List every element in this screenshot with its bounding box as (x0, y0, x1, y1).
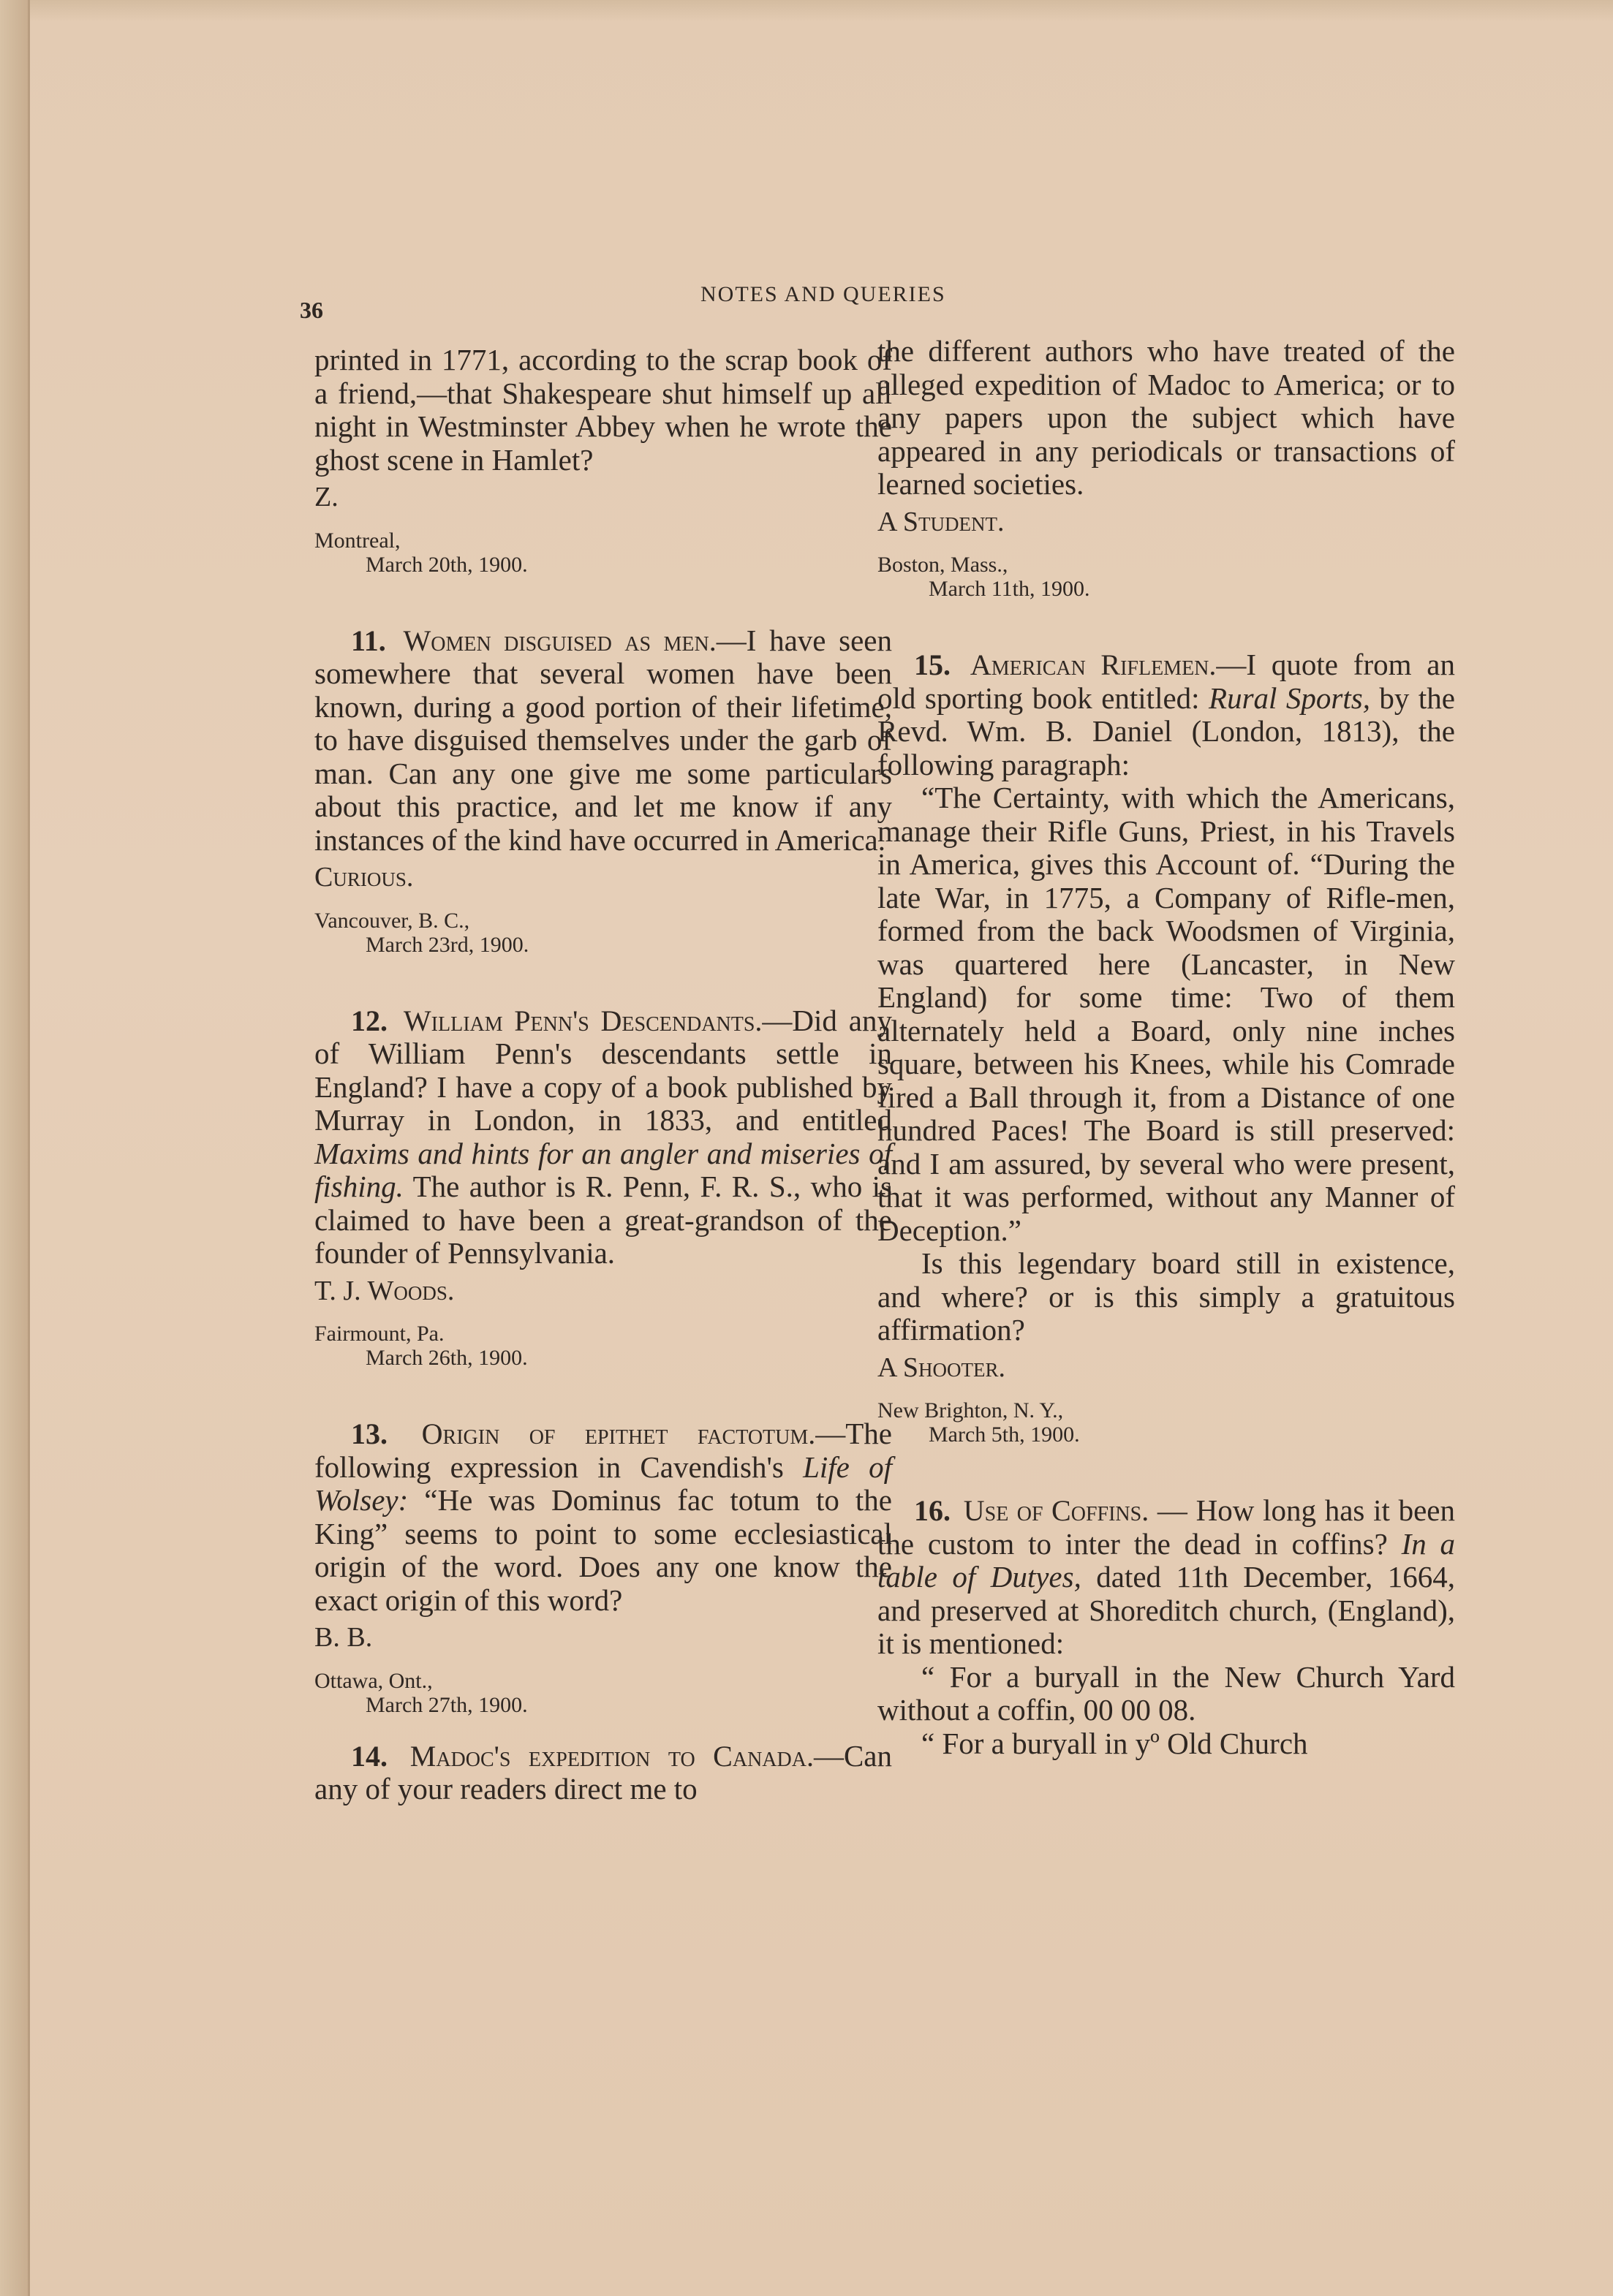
query-text: —Can any of your readers direct me to (314, 1738, 892, 1806)
query-15 (877, 648, 1455, 781)
query-text: — How long has it been the custom to inter the dead in coffins? (877, 1493, 1455, 1561)
date: March 11th, 1900. (929, 577, 1090, 601)
query-text: —I have seen somewhere that several women have been known, during a good portion of their lifetime, to have disguised themselves under the garb of man. Can any one give me some particulars about this practice, and let me know if any instances of the kind have occurred in America. (314, 623, 892, 857)
query-title: William Penn's Descendants. (403, 1004, 763, 1037)
query-number: 13. (351, 1417, 388, 1450)
book-binding-edge (0, 0, 28, 2296)
query-11 (314, 624, 892, 857)
continuation-text: printed in 1771, according to the scrap book of a friend,—that Shakespeare shut himself up all night in Westminster Abbey when he wrote the ghost scene in Hamlet? (314, 343, 892, 477)
right-column (877, 335, 1455, 1760)
query-text: —Did any of William Penn's descendants settle in England? I have a copy of a book published by Murray in London, in 1833, and entitled (314, 1003, 893, 1137)
running-head (300, 276, 1455, 323)
date: March 26th, 1900. (366, 1346, 528, 1370)
page-edge-line (28, 0, 30, 2296)
duty-line: “ For a buryall in the New Church Yard without a coffin, 00 00 08. (877, 1659, 1455, 1727)
place: Fairmount, Pa. (314, 1322, 445, 1346)
query-text: —The following expression in Cavendish's (314, 1417, 893, 1484)
followup-question: Is this legendary board still in existence, and where? or is this simply a gratuitous affirmation? (877, 1246, 1455, 1346)
query-13 (314, 1417, 892, 1617)
signature: T. J. Woods. (314, 1275, 455, 1306)
duty-line: “ For a buryall in yº Old Church (921, 1726, 1308, 1760)
query-number: 15. (914, 648, 951, 681)
query-number: 16. (914, 1494, 951, 1527)
signature: B. B. (314, 1622, 373, 1653)
query-title: Madoc's expedition to Canada. (409, 1739, 814, 1773)
place: Boston, Mass., (877, 553, 1008, 577)
query-title: Origin of epithet factotum. (421, 1417, 816, 1450)
query-text: by the Revd. Wm. B. Daniel (London, 1813), the following paragraph: (877, 681, 1455, 781)
page-number: 36 (300, 297, 323, 323)
signature: A Shooter. (877, 1352, 1005, 1383)
book-title: Maxims and hints for an angler and miseries of fishing. (314, 1136, 892, 1203)
query-number: 14. (351, 1739, 388, 1773)
left-column (314, 344, 892, 1806)
place: Vancouver, B. C., (314, 908, 470, 933)
signature: Curious. (314, 862, 414, 893)
date: March 5th, 1900. (929, 1422, 1080, 1447)
query-title: Women disguised as men. (403, 624, 717, 657)
signature: Z. (314, 482, 339, 512)
page-top-shadow (0, 0, 1613, 22)
signature: A Student. (877, 506, 1005, 537)
query-text: dated 11th December, 1664, and preserved at Shoreditch church, (England), it is mentioned: (877, 1560, 1455, 1660)
book-title: Rural Sports, (1209, 681, 1370, 715)
place: New Brighton, N. Y., (877, 1398, 1064, 1422)
date: March 20th, 1900. (366, 552, 528, 577)
query-text: “He was Dominus fac totum to the King” seems to point to some ecclesiastical origin of the word. Does any one know the exact origin of this word? (314, 1483, 892, 1617)
query-12 (314, 1004, 892, 1270)
query-title: Use of Coffins. (963, 1494, 1149, 1527)
book-title: Life of Wolsey: (314, 1450, 892, 1517)
journal-title: NOTES AND QUERIES (700, 282, 946, 306)
query-16 (877, 1494, 1455, 1661)
query-text: The author is R. Penn, F. R. S., who is claimed to have been a great-grandson of the founder of Pennsylvania. (314, 1170, 892, 1270)
query-title: American Riflemen. (970, 648, 1217, 681)
query-text: —I quote from an old sporting book entitled: (877, 648, 1456, 715)
date: March 23rd, 1900. (366, 932, 529, 957)
query-number: 12. (351, 1004, 388, 1037)
query-14 (314, 1740, 892, 1806)
continuation-text: the different authors who have treated of the alleged expedition of Madoc to America; or to any papers upon the subject which have appeared in any periodicals or transactions of learned societies. (877, 334, 1455, 501)
query-number: 11. (351, 624, 386, 657)
document-title: In a table of Dutyes, (877, 1526, 1456, 1594)
place: Montreal, (314, 528, 401, 553)
quoted-paragraph: “The Certainty, with which the Americans, manage their Rifle Guns, Priest, in his Travels in America, gives this Account of. “During the late War, in 1775, a Company of Rifle-men, formed from the back Woodsmen of Virginia, was quartered here (Lancaster, in New England) for some time: Two of them alternately held a Board, only nine inches square, between his Knees, while his Comrade fired a Ball through it, from a Distance of one hundred Paces! The Board is still preserved: and I am assured, by several who were present, that it was performed, without any Manner of Deception.” (877, 781, 1455, 1247)
date: March 27th, 1900. (366, 1692, 528, 1717)
place: Ottawa, Ont., (314, 1668, 433, 1693)
